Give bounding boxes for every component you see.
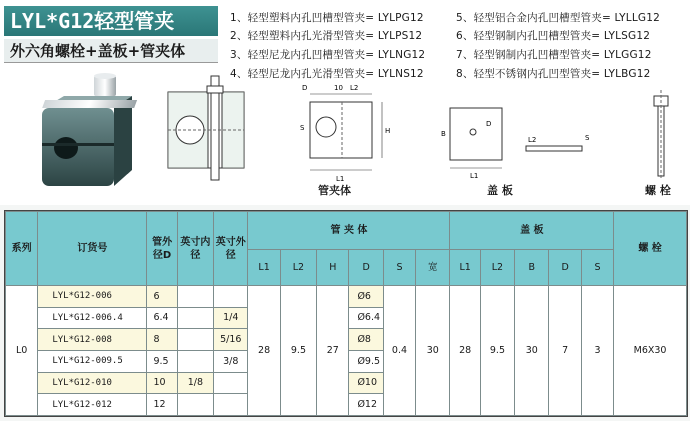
col-clamp-width: 宽	[416, 250, 450, 286]
clamp-product-photo	[10, 70, 160, 195]
dim-label-10: 10	[334, 84, 343, 92]
caption-bolt: 螺 栓	[645, 184, 671, 197]
col-plate-d: D	[549, 250, 581, 286]
cell-series: L0	[6, 286, 38, 416]
col-order-no: 订货号	[38, 212, 147, 286]
col-inch-id: 英寸内径	[177, 212, 213, 286]
clamp-dimension-view	[300, 84, 390, 183]
col-plate-l1: L1	[450, 250, 480, 286]
cell-bolt: M6X30	[614, 286, 687, 416]
cell-inch-od	[214, 286, 248, 308]
cell-plate-b: 30	[515, 286, 549, 416]
variant-item: 2、轻型塑料内孔光滑型管夹= LYLPS12	[230, 30, 423, 42]
variant-item: 3、轻型尼龙内孔凹槽型管夹= LYLNG12	[230, 49, 426, 61]
cell-inch-od	[214, 372, 248, 394]
col-clamp-l1: L1	[248, 250, 280, 286]
cell-inch-od	[214, 394, 248, 416]
variant-item: 8、轻型不锈钢内孔凹型管夹= LYLBG12	[456, 68, 651, 80]
col-plate-l2: L2	[480, 250, 514, 286]
cell-od: 12	[147, 394, 177, 416]
dim-label-s: S	[300, 124, 305, 132]
bolt-view	[654, 90, 668, 180]
col-clamp-h: H	[317, 250, 349, 286]
dim-label-d: D	[302, 84, 308, 92]
cell-plate-l1: 28	[450, 286, 480, 416]
col-plate-s: S	[581, 250, 613, 286]
cell-inch-od: 1/4	[214, 307, 248, 329]
variant-item: 6、轻型钢制内孔凹槽型管夹= LYLSG12	[456, 30, 651, 42]
col-pipe-od: 管外径D	[147, 212, 177, 286]
table-row	[6, 286, 687, 308]
caption-cover-plate: 盖 板	[487, 184, 513, 197]
clamp-section-view	[168, 76, 244, 180]
cell-order: LYL*G12-008	[38, 329, 147, 351]
cell-plate-d: 7	[549, 286, 581, 416]
cell-od: 10	[147, 372, 177, 394]
plate-label-d: D	[486, 120, 492, 128]
dim-label-h: H	[385, 127, 391, 135]
group-clamp-body: 管 夹 体	[248, 212, 450, 250]
plate-label-b: B	[441, 130, 446, 138]
col-clamp-d: D	[349, 250, 383, 286]
col-series: 系列	[6, 212, 38, 286]
cell-inch-id	[177, 394, 213, 416]
cell-od: 9.5	[147, 350, 177, 372]
cell-order: LYL*G12-006.4	[38, 307, 147, 329]
cell-inch-id	[177, 329, 213, 351]
cell-clamp-d: Ø9.5	[349, 350, 383, 372]
cell-clamp-s: 0.4	[383, 286, 415, 416]
cell-inch-id	[177, 307, 213, 329]
variant-item: 1、轻型塑料内孔凹槽型管夹= LYLPG12	[230, 12, 424, 24]
cell-order: LYL*G12-012	[38, 394, 147, 416]
cell-clamp-d: Ø12	[349, 394, 383, 416]
cell-clamp-h: 27	[317, 286, 349, 416]
cell-inch-od: 3/8	[214, 350, 248, 372]
variant-item: 4、轻型尼龙内孔光滑型管夹= LYLNS12	[230, 68, 424, 80]
plate-label-l2: L2	[528, 136, 537, 144]
product-title: LYL*G12轻型管夹	[4, 6, 218, 36]
cell-plate-s: 3	[581, 286, 613, 416]
col-clamp-l2: L2	[280, 250, 316, 286]
col-plate-b: B	[515, 250, 549, 286]
caption-clamp-body: 管夹体	[318, 184, 351, 197]
col-inch-od: 英寸外径	[214, 212, 248, 286]
cell-inch-od: 5/16	[214, 329, 248, 351]
variant-item: 5、轻型铝合金内孔凹槽型管夹= LYLLG12	[456, 12, 660, 24]
cell-inch-id: 1/8	[177, 372, 213, 394]
col-clamp-s: S	[383, 250, 415, 286]
cell-inch-id	[177, 350, 213, 372]
cell-clamp-l2: 9.5	[280, 286, 316, 416]
cell-order: LYL*G12-010	[38, 372, 147, 394]
col-bolt: 螺 栓	[614, 212, 687, 286]
cell-clamp-d: Ø8	[349, 329, 383, 351]
cell-clamp-d: Ø6	[349, 286, 383, 308]
cell-od: 8	[147, 329, 177, 351]
product-subtitle: 外六角螺栓+盖板+管夹体	[4, 39, 218, 63]
variant-item: 7、轻型钢制内孔凹槽型管夹= LYLGG12	[456, 49, 652, 61]
dim-label-l1: L1	[336, 175, 345, 183]
product-header-panel	[0, 0, 690, 205]
cell-plate-l2: 9.5	[480, 286, 514, 416]
cell-clamp-width: 30	[416, 286, 450, 416]
cell-inch-id	[177, 286, 213, 308]
cell-clamp-d: Ø10	[349, 372, 383, 394]
group-cover-plate: 盖 板	[450, 212, 614, 250]
cell-order: LYL*G12-006	[38, 286, 147, 308]
dim-label-l2: L2	[350, 84, 359, 92]
spec-table	[4, 210, 688, 417]
technical-drawings	[160, 70, 690, 205]
cell-od: 6.4	[147, 307, 177, 329]
cell-clamp-d: Ø6.4	[349, 307, 383, 329]
cell-order: LYL*G12-009.5	[38, 350, 147, 372]
plate-label-l1: L1	[470, 172, 479, 180]
plate-dimension-view	[441, 108, 590, 180]
cell-od: 6	[147, 286, 177, 308]
plate-label-s: S	[585, 134, 590, 142]
cell-clamp-l1: 28	[248, 286, 280, 416]
